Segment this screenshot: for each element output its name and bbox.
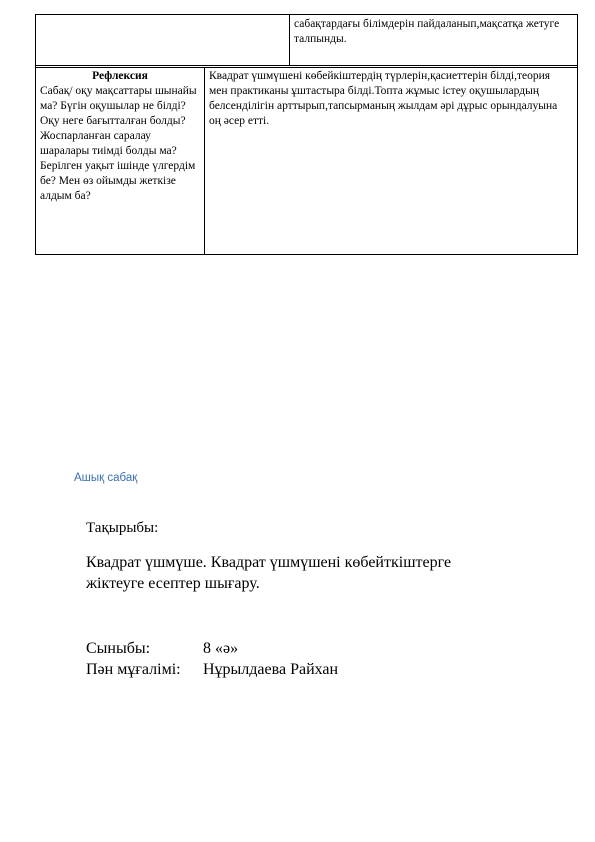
table-row1-right-cell: [294, 17, 564, 47]
table-row-divider-2: [35, 67, 578, 68]
table-border-bottom: [35, 254, 578, 255]
table-col-divider-row1: [289, 14, 290, 66]
open-lesson-title: Ашық сабақ: [74, 472, 138, 484]
table-row2-right-cell: [209, 69, 571, 129]
topic-label: Тақырыбы:: [86, 520, 159, 536]
table-border-right: [577, 14, 578, 255]
class-label: Сыныбы:: [86, 640, 151, 657]
reflection-questions: Сабақ/ оқу мақсаттары шынайы ма? Бүгін оқушылар не білді?Оқу неге бағытталған болды? Жоспарланған саралау шаралары тиімді болды ма?Берілген уақыт ішінде үлгердім бе? Мен өз ойымды жеткізе алдым ба?: [40, 85, 197, 202]
teacher-name: Нұрылдаева Райхан: [203, 661, 339, 678]
table-border-left: [35, 14, 36, 255]
table-col-divider-row2: [204, 67, 205, 255]
row1-right-text: сабақтардағы білімдерін пайдаланып,мақсатқа жетуге талпынды.: [294, 18, 560, 45]
table-row-divider: [35, 65, 578, 66]
table-row2-left-cell: [40, 69, 200, 204]
teacher-label: Пән мұғалімі:: [86, 661, 181, 678]
topic-line-1: Квадрат үшмүше. Квадрат үшмүшені көбейткіштерге: [86, 554, 452, 571]
reflection-heading: Рефлексия: [92, 70, 148, 82]
class-value: 8 «ә»: [203, 640, 239, 657]
reflection-answer: Квадрат үшмүшені көбейкіштердің түрлерін,қасиеттерін білді,теория мен практиканы ұштастыра білді.Топта жұмыс істеу оқушылардың белсенділігін арттырып,тапсырманың жылдам әрі дұрыс орындалуына оң әсер етті.: [209, 70, 558, 127]
table-border-top: [35, 14, 578, 15]
topic-line-2: жіктеуге есептер шығару.: [86, 575, 260, 592]
